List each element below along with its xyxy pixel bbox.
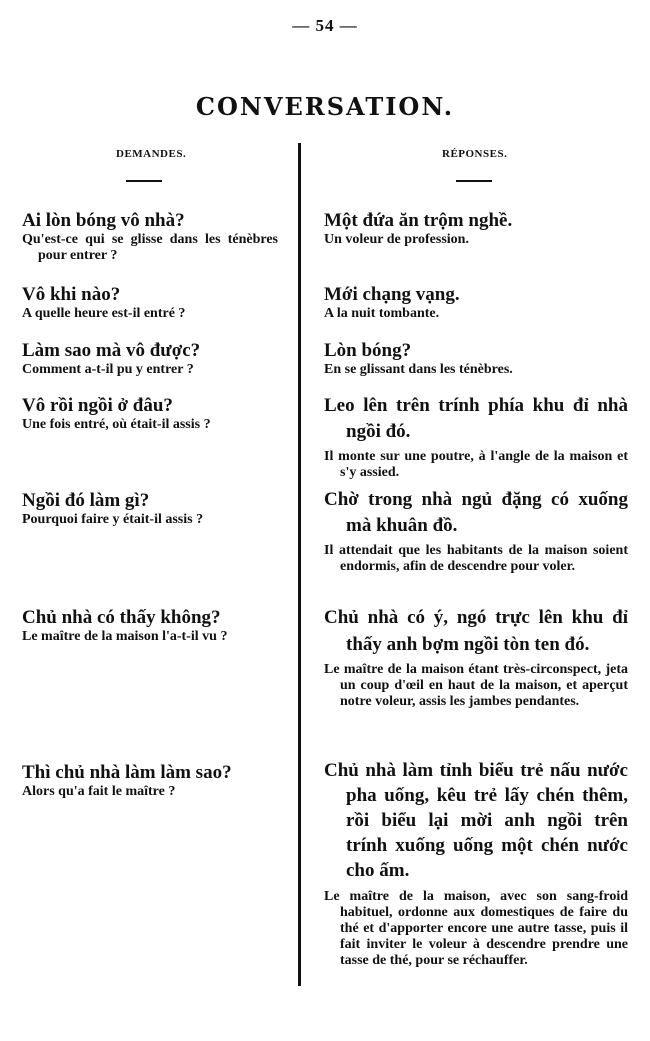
demandes-header: DEMANDES. — [116, 148, 187, 160]
reponse-fr: En se glissant dans les ténèbres. — [324, 362, 513, 377]
reponse-vi: Lòn bóng? — [324, 340, 412, 361]
demande-fr: Le maître de la maison l'a-t-il vu ? — [22, 629, 228, 644]
demande-item — [22, 395, 278, 433]
demande-vi: Vô khi nào? — [22, 284, 121, 305]
demande-item — [22, 284, 278, 322]
column-divider — [298, 143, 301, 986]
demande-fr: Alors qu'a fait le maître ? — [22, 784, 176, 799]
page-title: CONVERSATION. — [195, 92, 455, 121]
reponses-header: RÉPONSES. — [442, 148, 508, 160]
reponse-fr: Il monte sur une poutre, à l'angle de la maison et s'y assied. — [324, 449, 628, 480]
reponse-item — [324, 604, 628, 710]
demande-item — [22, 607, 278, 645]
demande-vi: Ngồi đó làm gì? — [22, 490, 150, 511]
reponse-item — [324, 340, 628, 378]
demandes-rule — [126, 180, 162, 182]
demande-fr: Qu'est-ce qui se glisse dans les ténèbres pour entrer ? — [22, 232, 278, 263]
reponse-fr: Il attendait que les habitants de la maison soient endormis, afin de descendre pour voler. — [324, 543, 628, 574]
page-number: — 54 — — [292, 16, 358, 35]
reponses-rule — [456, 180, 492, 182]
reponse-vi: Chủ nhà có ý, ngó trực lên khu đỉ thấy anh bợm ngồi tòn ten đó. — [324, 607, 628, 655]
reponse-item — [324, 393, 628, 481]
reponse-vi: Một đứa ăn trộm nghề. — [324, 210, 513, 231]
demande-fr: A quelle heure est-il entré ? — [22, 306, 186, 321]
demande-item — [22, 340, 278, 378]
reponse-fr: A la nuit tombante. — [324, 306, 440, 321]
reponse-vi: Leo lên trên trính phía khu đỉ nhà ngồi đó. — [324, 395, 628, 442]
reponse-vi: Chủ nhà làm tỉnh biểu trẻ nấu nước pha uống, kêu trẻ lấy chén thêm, rồi biểu lại mời anh ngồi trên trính xuống uống một chén nước cho ấm. — [324, 760, 628, 881]
reponse-item — [324, 487, 628, 575]
reponse-fr: Le maître de la maison, avec son sang-froid habituel, ordonne aux domestiques de faire du thé et d'apporter encore une autre tasse, puis il fait inviter le voleur à descendre prendre une tasse de thé, pour se réchauffer. — [324, 889, 628, 968]
reponse-fr: Un voleur de profession. — [324, 232, 469, 247]
demande-vi: Thì chủ nhà làm làm sao? — [22, 762, 232, 783]
demande-item — [22, 762, 278, 800]
demande-vi: Chủ nhà có thấy không? — [22, 607, 221, 628]
reponse-item — [324, 758, 628, 969]
reponse-item — [324, 210, 628, 248]
demande-item — [22, 210, 278, 264]
demande-vi: Làm sao mà vô được? — [22, 340, 201, 361]
demande-vi: Vô rồi ngồi ở đâu? — [22, 395, 173, 416]
reponse-fr: Le maître de la maison étant très-circonspect, jeta un coup d'œil en haut de la maison, et aperçut notre voleur, assis les jambes pendantes. — [324, 662, 628, 709]
demande-fr: Pourquoi faire y était-il assis ? — [22, 512, 204, 527]
reponse-vi: Chờ trong nhà ngủ đặng có xuống mà khuân đồ. — [324, 489, 628, 536]
demande-vi: Ai lòn bóng vô nhà? — [22, 210, 185, 231]
reponse-item — [324, 284, 628, 322]
demande-item — [22, 490, 278, 528]
demande-fr: Comment a-t-il pu y entrer ? — [22, 362, 194, 377]
reponse-vi: Mới chạng vạng. — [324, 284, 460, 305]
demande-fr: Une fois entré, où était-il assis ? — [22, 417, 211, 432]
